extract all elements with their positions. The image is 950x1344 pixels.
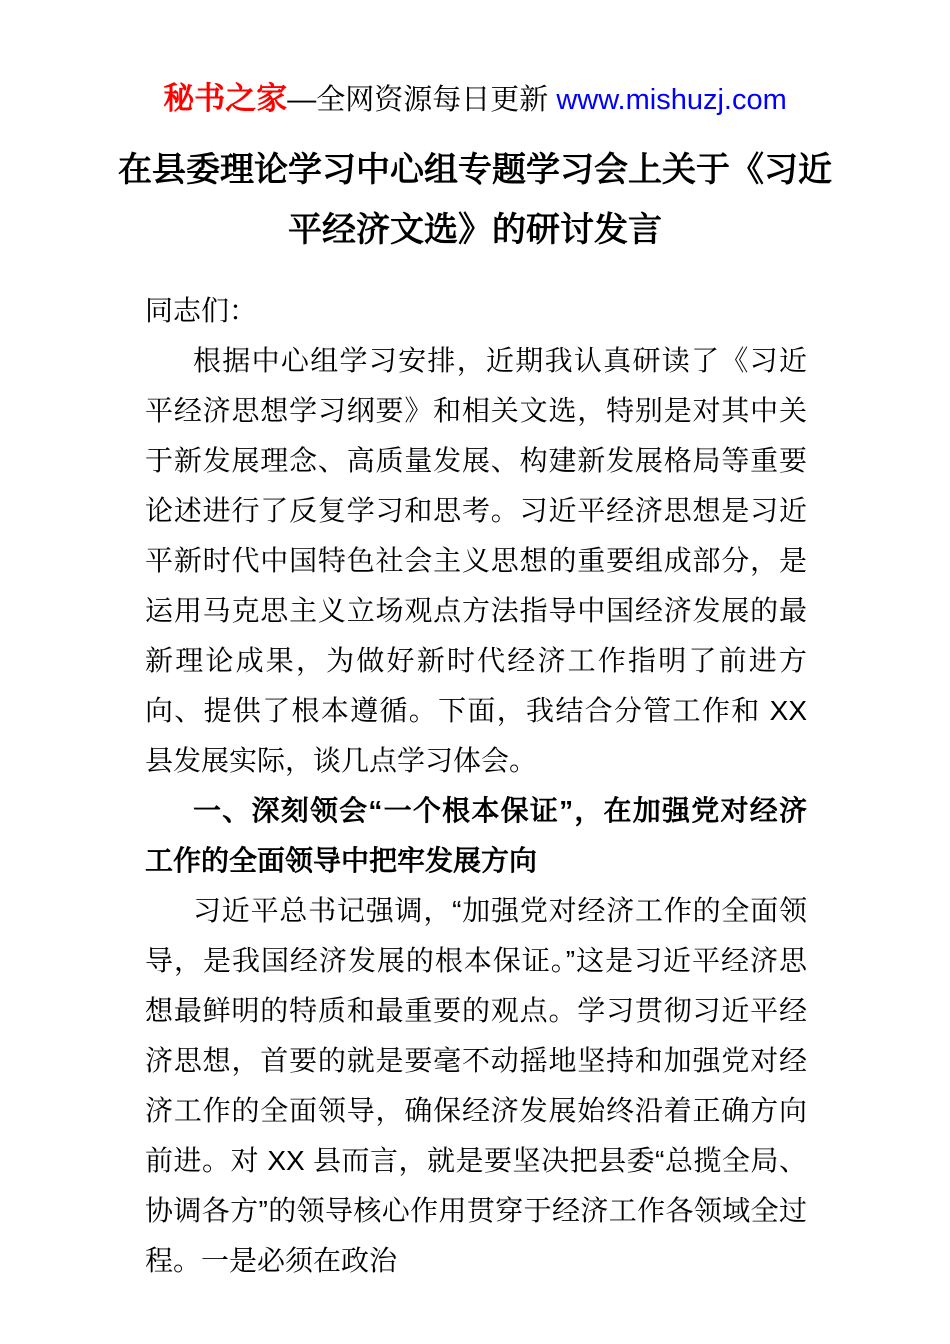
site-tagline: —全网资源每日更新 [287,84,557,116]
site-url: www.mishuzj.com [556,84,787,116]
site-brand: 秘书之家 [163,81,288,116]
site-header [0,80,950,119]
paragraph-section-1-body: 习近平总书记强调，“加强党对经济工作的全面领导，是我国经济发展的根本保证。”这是习近平经济思想最鲜明的特质和最重要的观点。学习贯彻习近平经济思想，首要的就是要毫不动摇地坚持和加强党对经济工作的全面领导，确保经济发展始终沿着正确方向前进。对 XX 县而言，就是要坚决把县委“总揽全局、协调各方”的领导核心作用贯穿于经济工作各领域全过程。一是必须在政治 [145,895,807,1276]
document-body [145,286,807,1286]
paragraph-intro: 根据中心组学习安排，近期我认真研读了《习近平经济思想学习纲要》和相关文选，特别是对其中关于新发展理念、高质量发展、构建新发展格局等重要论述进行了反复学习和思考。习近平经济思想是习近平新时代中国特色社会主义思想的重要组成部分，是运用马克思主义立场观点方法指导中国经济发展的最新理论成果，为做好新时代经济工作指明了前进方向、提供了根本遵循。下面，我结合分管工作和 XX 县发展实际，谈几点学习体会。 [145,345,807,776]
document-title: 在县委理论学习中心组专题学习会上关于《习近平经济文选》的研讨发言 [118,151,832,249]
paragraph-salutation: 同志们： [145,295,258,326]
section-heading-1: 一、深刻领会“一个根本保证”，在加强党对经济工作的全面领导中把牢发展方向 [145,795,807,876]
